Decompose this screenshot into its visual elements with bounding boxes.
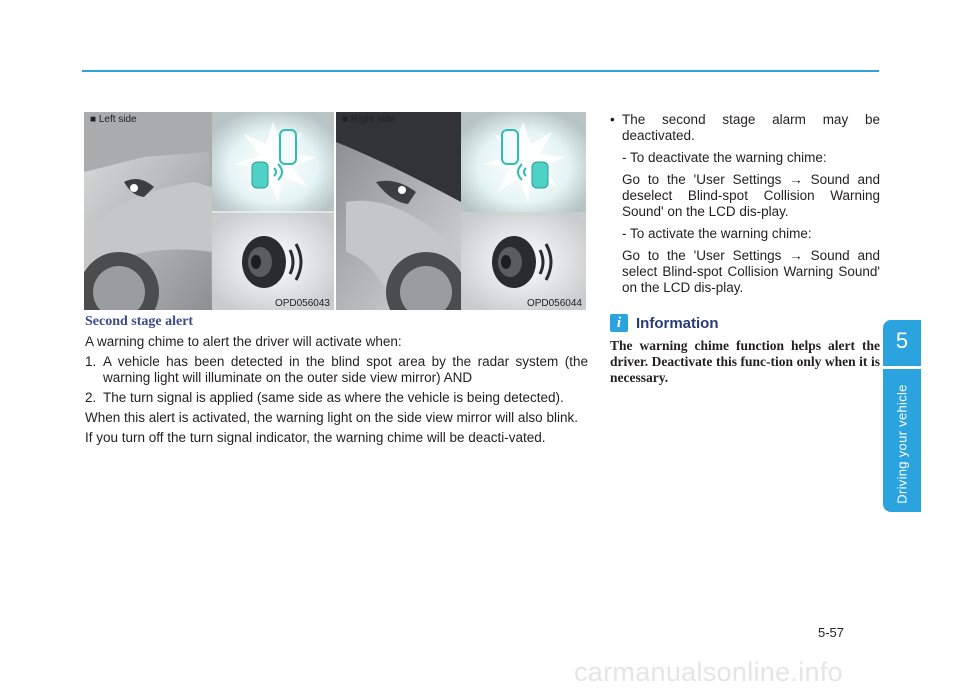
deactivate-instructions: Go to the 'User Settings → Sound and deselect Blind-spot Collision Warning Sound' on the LCD dis-play.	[622, 172, 880, 219]
activate-label: - To activate the warning chime:	[622, 226, 812, 241]
chapter-title: Driving your vehicle	[894, 384, 910, 504]
bullet-text: The second stage alarm may be deactivated.	[622, 112, 880, 143]
figure-right-code: OPD056044	[526, 298, 582, 309]
bullet-item	[610, 112, 880, 144]
chapter-number: 5	[895, 328, 909, 353]
chapter-divider	[883, 366, 921, 369]
page-number: 5-57	[818, 625, 845, 640]
bullet-dot: •	[610, 112, 615, 127]
list-item-text: The turn signal is applied (same side as where the vehicle is being detected).	[103, 390, 564, 405]
watermark: carmanualsonline.info	[574, 657, 843, 687]
blink-paragraph: When this alert is activated, the warning light on the side view mirror will also blink.	[85, 410, 578, 425]
intro-paragraph: A warning chime to alert the driver will activate when:	[85, 334, 402, 349]
information-title: Information	[636, 314, 719, 332]
right-text-column	[610, 112, 880, 386]
figure-left-side	[84, 112, 334, 310]
figure-left-label: ■ Left side	[90, 114, 137, 125]
list-item-number: 1.	[85, 354, 97, 369]
figure-left-code: OPD056043	[274, 298, 330, 309]
figure-right-label: ■ Right side	[342, 114, 396, 125]
list-item	[85, 354, 588, 386]
left-side-illustration	[84, 112, 334, 310]
chapter-title-wrapper	[883, 380, 921, 508]
information-header	[610, 314, 880, 332]
list-item	[85, 390, 588, 406]
chapter-tab	[883, 320, 921, 512]
info-icon: i	[610, 314, 628, 332]
figure-right-side	[336, 112, 586, 310]
top-rule	[82, 70, 879, 72]
activate-instructions: Go to the 'User Settings → Sound and select Blind-spot Collision Warning Sound' on the LCD dis-play.	[622, 248, 880, 295]
turn-off-paragraph: If you turn off the turn signal indicator, the warning chime will be deacti-vated.	[85, 430, 546, 445]
left-text-column	[85, 314, 588, 450]
list-item-number: 2.	[85, 390, 97, 405]
list-item-text: A vehicle has been detected in the blind spot area by the radar system (the warning light will illuminate on the outer side view mirror) AND	[103, 354, 588, 385]
information-text: The warning chime function helps alert the driver. Deactivate this func-tion only when it is necessary.	[610, 338, 880, 385]
deactivate-label: - To deactivate the warning chime:	[622, 150, 827, 165]
section-title: Second stage alert	[85, 314, 194, 329]
right-side-illustration	[336, 112, 586, 310]
